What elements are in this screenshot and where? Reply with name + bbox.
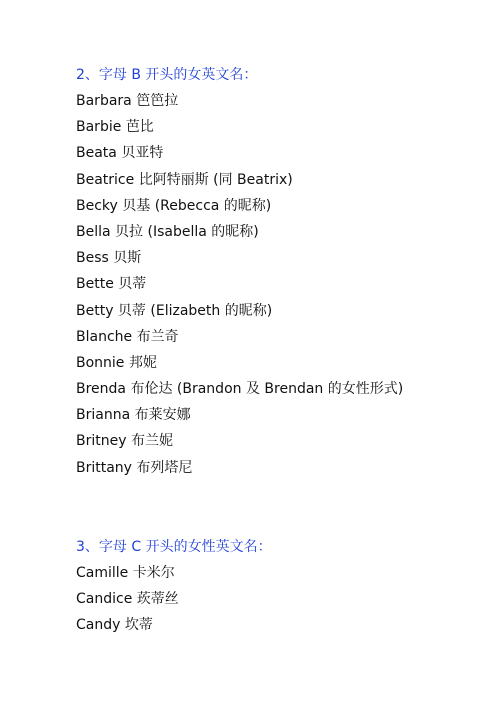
name-entry: Brenda 布伦达 (Brandon 及 Brendan 的女性形式) <box>76 381 404 398</box>
name-entry: Brittany 布列塔尼 <box>76 459 193 476</box>
name-entry: Bonnie 邦妮 <box>76 354 157 371</box>
section-heading: 3、字母 C 开头的女性英文名： <box>76 539 272 555</box>
name-entry: Candy 坎蒂 <box>76 617 153 634</box>
name-entry: Becky 贝基 (Rebecca 的昵称) <box>76 197 272 214</box>
name-entry: Blanche 布兰奇 <box>76 328 179 345</box>
name-entry: Britney 布兰妮 <box>76 433 173 450</box>
name-entry: Brianna 布莱安娜 <box>76 407 191 424</box>
name-entry: Camille 卡米尔 <box>76 565 175 581</box>
section-b <box>76 62 476 481</box>
section-c <box>76 534 476 639</box>
name-entry: Bess 贝斯 <box>76 250 142 267</box>
name-entry: Bette 贝蒂 <box>76 276 147 293</box>
name-entry: Candice 莰蒂丝 <box>76 591 179 608</box>
name-entry: Beata 贝亚特 <box>76 145 164 162</box>
name-entry: Beatrice 比阿特丽斯 (同 Beatrix) <box>76 171 293 188</box>
name-entry: Barbara 笆笆拉 <box>76 93 179 109</box>
name-entry: Bella 贝拉 (Isabella 的昵称) <box>76 223 259 240</box>
name-entry: Betty 贝蒂 (Elizabeth 的昵称) <box>76 302 273 319</box>
section-heading: 2、字母 B 开头的女英文名： <box>76 67 258 83</box>
name-entry: Barbie 芭比 <box>76 119 154 136</box>
